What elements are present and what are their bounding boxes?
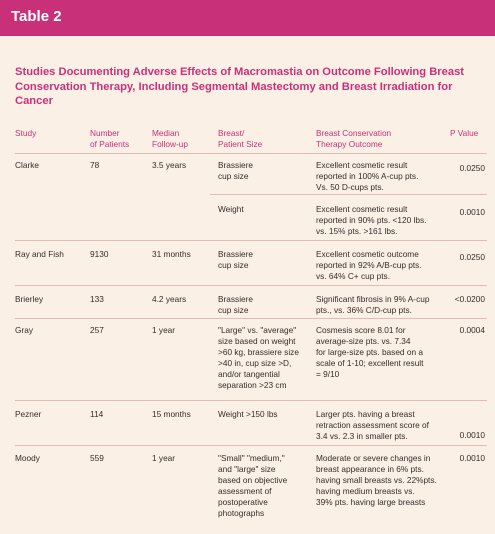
cell-size: Weight: [218, 204, 244, 214]
table-caption: Studies Documenting Adverse Effects of Macromastia on Outcome Following Breast Conservation Therapy, Including Segmental Mastectomy and Breast Irradiation for Cancer: [15, 66, 465, 107]
table-label: Table 2: [11, 8, 62, 25]
cell-patients: 133: [90, 294, 104, 304]
cell-patients: 78: [90, 160, 100, 170]
cell-patients: 9130: [90, 249, 109, 259]
cell-size: "Small" "medium," and "large" size based on objective assessment of postoperative photographs: [218, 453, 288, 518]
cell-outcome: Excellent cosmetic result reported in 100% A-cup pts. Vs. 50 D-cups pts.: [316, 160, 419, 192]
cell-outcome: Excellent cosmetic result reported in 90% pts. <120 lbs. vs. 15% pts. >161 lbs.: [316, 204, 427, 236]
cell-followup: 4.2 years: [152, 294, 187, 304]
cell-outcome: Excellent cosmetic outcome reported in 92% A/B-cup pts. vs. 64% C+ cup pts.: [316, 249, 422, 281]
cell-outcome: Cosmesis score 8.01 for average-size pts. vs. 7.34 for large-size pts. based on a scale of 1-10; excellent result = 9/10: [316, 325, 424, 379]
cell-size: Brassiere cup size: [218, 294, 254, 315]
cell-study: Pezner: [15, 409, 42, 419]
cell-pvalue: 0.0010: [459, 430, 485, 440]
cell-followup: 15 months: [152, 409, 191, 419]
cell-pvalue: 0.0250: [459, 163, 485, 173]
cell-study: Moody: [15, 453, 40, 463]
row-rule: [15, 318, 487, 319]
col-header-patients: Number of Patients: [90, 128, 130, 149]
cell-study: Brierley: [15, 294, 44, 304]
cell-outcome: Moderate or severe changes in breast appearance in 6% pts. having small breasts vs. 22%pts. having medium breasts vs. 39% pts. having large breasts: [316, 453, 437, 507]
cell-study: Ray and Fish: [15, 249, 64, 259]
cell-study: Clarke: [15, 160, 39, 170]
header-rule: [15, 153, 487, 154]
cell-followup: 1 year: [152, 325, 176, 335]
col-header-study: Study: [15, 128, 37, 138]
cell-size: "Large" vs. "average" size based on weight >60 kg, brassiere size >40 in, cup size >D, and/or tangential separation >23 cm: [218, 325, 299, 390]
cell-outcome: Significant fibrosis in 9% A-cup pts., vs. 36% C/D-cup pts.: [316, 294, 430, 315]
cell-pvalue: 0.0004: [459, 325, 485, 335]
cell-pvalue: <0.0200: [454, 294, 485, 304]
cell-pvalue: 0.0250: [459, 252, 485, 262]
cell-pvalue: 0.0010: [459, 453, 485, 463]
cell-patients: 559: [90, 453, 104, 463]
cell-size: Weight >150 lbs: [218, 409, 278, 419]
cell-followup: 3.5 years: [152, 160, 187, 170]
cell-size: Brassiere cup size: [218, 249, 254, 270]
cell-followup: 31 months: [152, 249, 191, 259]
row-rule: [15, 285, 487, 286]
row-rule: [15, 445, 487, 446]
col-header-outcome: Breast Conservation Therapy Outcome: [316, 128, 392, 149]
cell-outcome: Larger pts. having a breast retraction assessment score of 3.4 vs. 2.3 in smaller pts.: [316, 409, 429, 441]
row-rule: [210, 194, 487, 195]
cell-patients: 114: [90, 409, 104, 419]
col-header-followup: Median Follow-up: [152, 128, 188, 149]
col-header-size: Breast/ Patient Size: [218, 128, 263, 149]
row-rule: [15, 400, 487, 401]
col-header-pvalue: P Value: [450, 128, 479, 138]
cell-pvalue: 0.0010: [459, 207, 485, 217]
row-rule: [15, 240, 487, 241]
cell-patients: 257: [90, 325, 104, 335]
table-header-bar: [0, 0, 495, 36]
cell-followup: 1 year: [152, 453, 176, 463]
cell-size: Brassiere cup size: [218, 160, 254, 181]
cell-study: Gray: [15, 325, 33, 335]
